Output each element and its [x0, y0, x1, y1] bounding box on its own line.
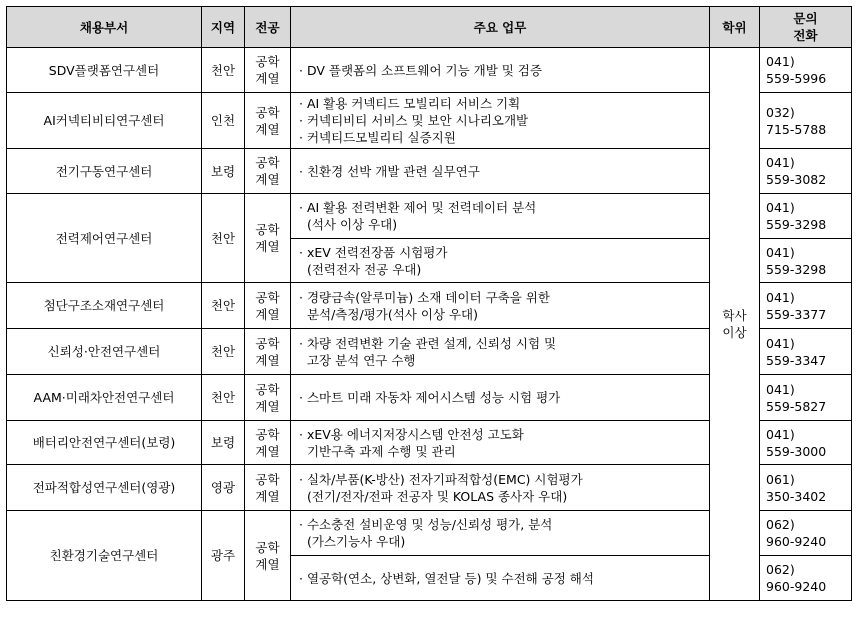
- duty-line: · AI 활용 전력변환 제어 및 전력데이터 분석: [299, 200, 537, 215]
- region-cell: 천안: [202, 194, 245, 283]
- major-cell: [245, 465, 291, 511]
- duty-line: · 열공학(연소, 상변화, 열전달 등) 및 수전해 공정 해석: [299, 570, 594, 586]
- duty-cell: [291, 329, 710, 375]
- degree-line: 이상: [722, 325, 747, 340]
- major-line: 계열: [255, 398, 280, 414]
- major-line: 공학: [255, 426, 280, 442]
- duty-line: · 차량 전력변환 기술 관련 설계, 신뢰성 시험 및: [299, 335, 557, 351]
- phone-cell: [760, 239, 852, 283]
- region-cell: 천안: [202, 375, 245, 421]
- phone-line: 041): [766, 289, 795, 305]
- phone-line: 960-9240: [766, 534, 827, 549]
- header-major: 전공: [245, 7, 291, 48]
- duty-cell: [291, 283, 710, 329]
- region-cell: 인천: [202, 93, 245, 149]
- duty-cell: [291, 465, 710, 511]
- dept-cell: 전파적합성연구센터(영광): [7, 465, 202, 511]
- duty-line: · 실차/부품(K-방산) 전자기파적합성(EMC) 시험평가: [299, 471, 583, 487]
- duty-line: · 스마트 미래 자동차 제어시스템 성능 시험 평가: [299, 390, 561, 405]
- major-line: 공학: [255, 335, 280, 351]
- major-cell: [245, 93, 291, 149]
- table-body: [7, 48, 852, 601]
- degree-line: 학사: [722, 308, 747, 323]
- phone-line: 559-5996: [766, 71, 827, 86]
- phone-line: 032): [766, 104, 795, 120]
- duty-cell: [291, 556, 710, 601]
- duty-line: (가스기능사 우대): [299, 534, 406, 549]
- duty-cell: [291, 375, 710, 421]
- major-line: 공학: [255, 539, 280, 555]
- major-line: 공학: [255, 381, 280, 397]
- dept-cell: 친환경기술연구센터: [7, 511, 202, 601]
- phone-line: 041): [766, 381, 795, 397]
- major-cell: [245, 375, 291, 421]
- phone-line: 715-5788: [766, 121, 827, 137]
- phone-cell: [760, 149, 852, 194]
- phone-cell: [760, 283, 852, 329]
- duty-cell: [291, 194, 710, 239]
- header-degree: 학위: [710, 7, 760, 48]
- dept-cell: AI커넥티비티연구센터: [7, 93, 202, 149]
- dept-cell: 전력제어연구센터: [7, 194, 202, 283]
- duty-line: · 커넥티비티 서비스 및 보안 시나리오개발: [299, 113, 529, 128]
- phone-cell: [760, 48, 852, 93]
- duty-line: · 커넥티드모빌리티 실증지원: [299, 130, 456, 145]
- header-region: 지역: [202, 7, 245, 48]
- major-line: 계열: [255, 172, 280, 187]
- duty-line: · 수소충전 설비운영 및 성능/신뢰성 평가, 분석: [299, 517, 553, 532]
- duty-line: (전기/전자/전파 전공자 및 KOLAS 종사자 우대): [299, 488, 568, 504]
- phone-line: 041): [766, 200, 795, 215]
- phone-line: 559-3082: [766, 172, 827, 187]
- dept-cell: AAM·미래차안전연구센터: [7, 375, 202, 421]
- phone-cell: [760, 421, 852, 465]
- major-cell: [245, 194, 291, 283]
- region-cell: 영광: [202, 465, 245, 511]
- phone-line: 559-3347: [766, 352, 827, 368]
- phone-line: 041): [766, 335, 795, 351]
- phone-line: 559-3298: [766, 261, 827, 277]
- duty-line: (석사 이상 우대): [299, 217, 398, 232]
- phone-cell: [760, 465, 852, 511]
- duty-line: · xEV 전력전장품 시험평가: [299, 244, 448, 260]
- duty-line: 기반구축 과제 수행 및 관리: [299, 443, 456, 459]
- phone-line: 559-5827: [766, 398, 827, 414]
- header-phone-line: 문의: [793, 11, 818, 26]
- table-row: [7, 48, 852, 93]
- phone-line: 559-3298: [766, 217, 827, 232]
- phone-line: 350-3402: [766, 488, 827, 504]
- phone-cell: [760, 511, 852, 556]
- phone-line: 041): [766, 244, 795, 260]
- major-line: 공학: [255, 104, 280, 120]
- dept-cell: 첨단구조소재연구센터: [7, 283, 202, 329]
- major-line: 공학: [255, 155, 280, 170]
- duty-line: (전력전자 전공 우대): [299, 261, 422, 277]
- phone-line: 041): [766, 54, 795, 69]
- recruitment-table: [6, 6, 852, 601]
- major-line: 계열: [255, 352, 280, 368]
- dept-cell: 신뢰성·안전연구센터: [7, 329, 202, 375]
- phone-line: 062): [766, 562, 795, 577]
- duty-cell: [291, 93, 710, 149]
- dept-cell: 전기구동연구센터: [7, 149, 202, 194]
- phone-line: 559-3000: [766, 443, 827, 459]
- major-line: 공학: [255, 471, 280, 487]
- major-line: 계열: [255, 306, 280, 322]
- region-cell: 천안: [202, 48, 245, 93]
- duty-cell: [291, 149, 710, 194]
- header-phone-line: 전화: [793, 28, 818, 43]
- duty-line: 고장 분석 연구 수행: [299, 352, 416, 368]
- region-cell: 광주: [202, 511, 245, 601]
- major-cell: [245, 48, 291, 93]
- duty-line: · AI 활용 커넥티드 모빌리티 서비스 기획: [299, 96, 521, 111]
- major-line: 계열: [255, 443, 280, 459]
- region-cell: 보령: [202, 149, 245, 194]
- header-duty: 주요 업무: [291, 7, 710, 48]
- dept-cell: SDV플랫폼연구센터: [7, 48, 202, 93]
- region-cell: 보령: [202, 421, 245, 465]
- degree-cell: [710, 48, 760, 601]
- major-cell: [245, 329, 291, 375]
- phone-line: 041): [766, 155, 795, 170]
- duty-cell: [291, 239, 710, 283]
- phone-line: 559-3377: [766, 306, 827, 322]
- header-dept: 채용부서: [7, 7, 202, 48]
- phone-cell: [760, 556, 852, 601]
- major-cell: [245, 283, 291, 329]
- duty-line: · 경량금속(알루미늄) 소재 데이터 구축을 위한: [299, 289, 550, 305]
- dept-cell: 배터리안전연구센터(보령): [7, 421, 202, 465]
- phone-line: 960-9240: [766, 579, 827, 594]
- major-line: 공학: [255, 54, 280, 69]
- major-line: 공학: [255, 289, 280, 305]
- phone-line: 062): [766, 517, 795, 532]
- major-cell: [245, 421, 291, 465]
- major-line: 계열: [255, 239, 280, 254]
- region-cell: 천안: [202, 329, 245, 375]
- major-cell: [245, 511, 291, 601]
- major-line: 계열: [255, 71, 280, 86]
- duty-line: · xEV용 에너지저장시스템 안전성 고도화: [299, 426, 524, 442]
- phone-line: 041): [766, 426, 795, 442]
- phone-cell: [760, 329, 852, 375]
- major-line: 계열: [255, 488, 280, 504]
- major-line: 계열: [255, 121, 280, 137]
- duty-line: 분석/측정/평가(석사 이상 우대): [299, 306, 478, 322]
- duty-line: · 친환경 선박 개발 관련 실무연구: [299, 163, 480, 179]
- duty-cell: [291, 48, 710, 93]
- major-cell: [245, 149, 291, 194]
- duty-cell: [291, 421, 710, 465]
- major-line: 계열: [255, 556, 280, 572]
- phone-cell: [760, 194, 852, 239]
- header-phone: [760, 7, 852, 48]
- region-cell: 천안: [202, 283, 245, 329]
- major-line: 공학: [255, 222, 280, 237]
- header-row: [7, 7, 852, 48]
- phone-cell: [760, 93, 852, 149]
- duty-cell: [291, 511, 710, 556]
- phone-line: 061): [766, 471, 795, 487]
- duty-line: · DV 플랫폼의 소프트웨어 기능 개발 및 검증: [299, 62, 542, 78]
- phone-cell: [760, 375, 852, 421]
